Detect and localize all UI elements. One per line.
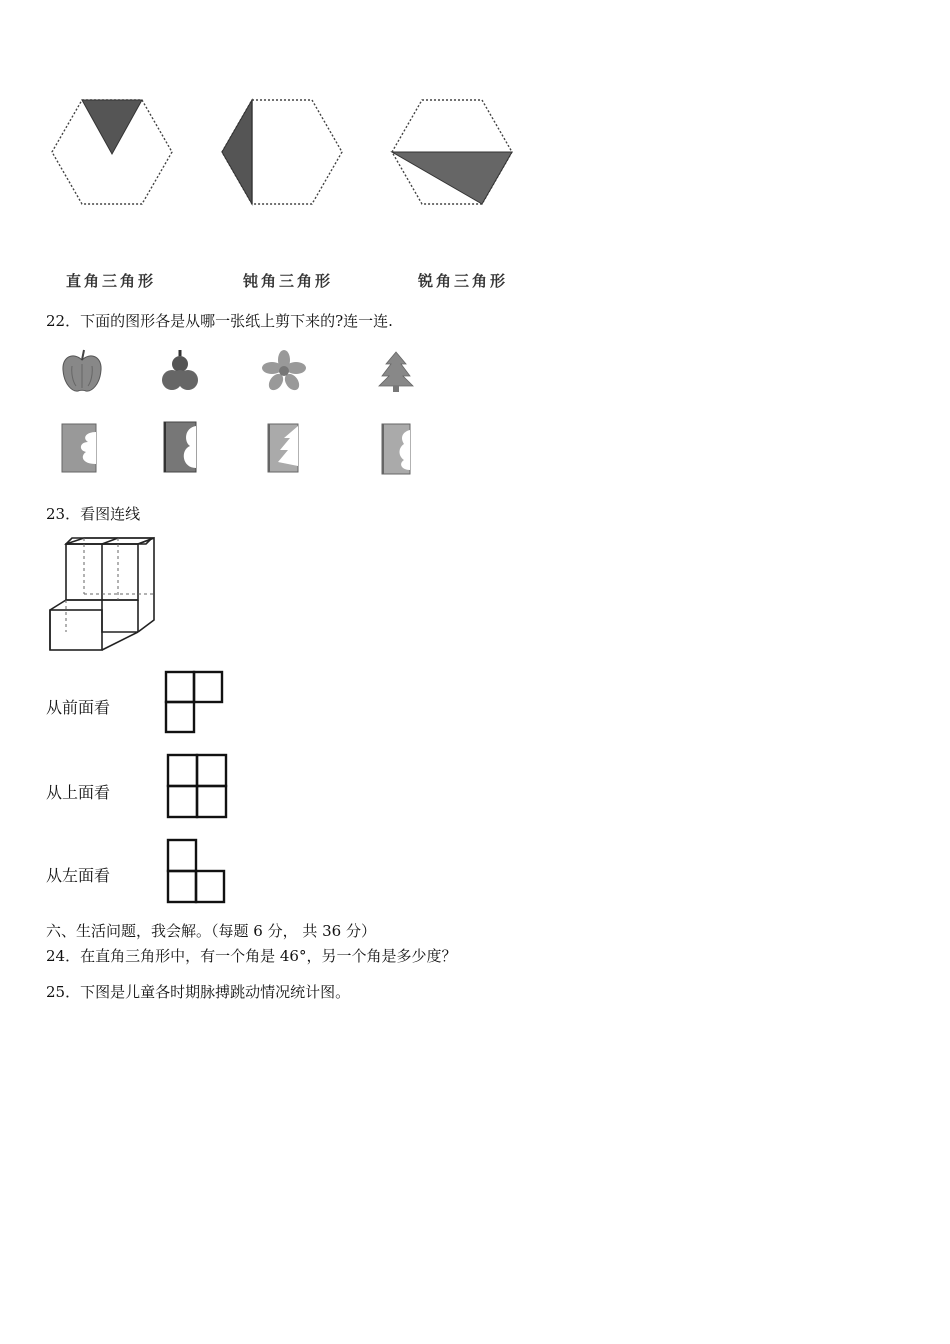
hexagon-caption-acute: 锐角三角形 (418, 272, 509, 290)
question-22: 22．下面的图形各是从哪一张纸上剪下来的?连一连. (46, 312, 393, 330)
hexagon-figure-obtuse (220, 98, 345, 206)
question-25: 25．下图是儿童各时期脉搏跳动情况统计图。 (46, 983, 351, 1001)
question-24: 24．在直角三角形中，有一个角是 46°，另一个角是多少度？ (46, 947, 457, 965)
tree-icon[interactable] (376, 350, 416, 392)
paper-flower-cutout[interactable] (60, 422, 98, 474)
hexagon-caption-right: 直角三角形 (66, 272, 157, 290)
hexagon-figure-right (50, 98, 175, 206)
view-grid-left[interactable] (166, 838, 226, 904)
view-grid-front[interactable] (164, 670, 224, 734)
paper-gourd-cutout[interactable] (160, 420, 200, 474)
question-23: 23．看图连线 (46, 505, 141, 523)
gourd-icon[interactable] (160, 346, 200, 394)
section-6-heading: 六、生活问题，我会解。（每题 6 分， 共 36 分） (46, 922, 376, 940)
cube-stack-figure (46, 536, 158, 654)
flower-icon[interactable] (262, 350, 306, 392)
apple-icon[interactable] (60, 348, 104, 394)
paper-apple-cutout[interactable] (380, 422, 414, 476)
paper-tree-cutout[interactable] (266, 422, 302, 474)
view-grid-top[interactable] (166, 753, 228, 819)
view-label-left: 从左面看 (46, 866, 111, 885)
view-label-front: 从前面看 (46, 698, 111, 717)
view-label-top: 从上面看 (46, 783, 111, 802)
hexagon-caption-obtuse: 钝角三角形 (243, 272, 334, 290)
hexagon-figure-acute (390, 98, 515, 206)
